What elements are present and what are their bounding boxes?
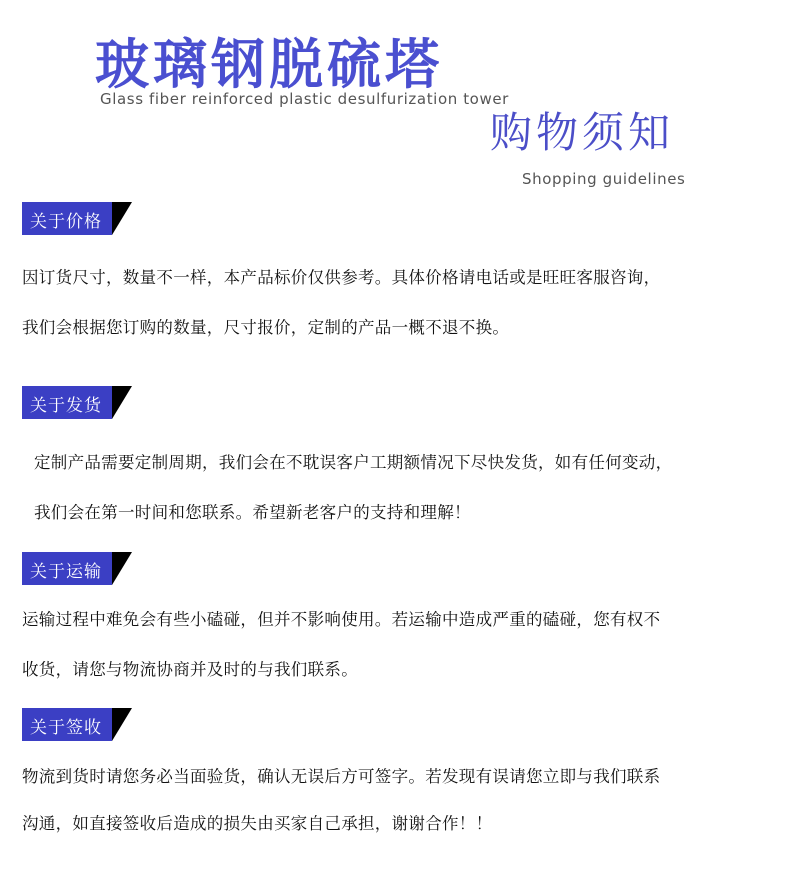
section-label-shipping	[22, 386, 132, 419]
section-label-price	[22, 202, 132, 235]
page-title-en: Glass fiber reinforced plastic desulfurization tower	[100, 90, 509, 108]
guidelines-title-cn: 购物须知	[490, 108, 675, 157]
section-label-text: 关于运输	[30, 562, 102, 582]
section-line: 物流到货时请您务必当面验货，确认无误后方可签字。若发现有误请您立即与我们联系	[22, 767, 661, 786]
section-label-transport	[22, 552, 132, 585]
section-price	[0, 202, 800, 342]
guidelines-title-en: Shopping guidelines	[522, 170, 686, 188]
section-label-text: 关于签收	[30, 718, 102, 738]
section-line: 我们会在第一时间和您联系。希望新老客户的支持和理解！	[34, 503, 471, 522]
section-line: 我们会根据您订购的数量，尺寸报价，定制的产品一概不退不换。	[22, 318, 510, 337]
section-shipping	[0, 386, 800, 526]
section-transport	[0, 552, 800, 692]
section-label-signing	[22, 708, 132, 741]
section-line: 沟通，如直接签收后造成的损失由买家自己承担，谢谢合作！！	[22, 814, 493, 833]
section-label-text: 关于价格	[30, 212, 102, 232]
section-signing	[0, 708, 800, 848]
section-line: 因订货尺寸，数量不一样，本产品标价仅供参考。具体价格请电话或是旺旺客服咨询，	[22, 268, 661, 287]
section-line: 定制产品需要定制周期，我们会在不耽误客户工期额情况下尽快发货，如有任何变动，	[34, 453, 673, 472]
page-title-cn: 玻璃钢脱硫塔	[95, 33, 443, 96]
section-line: 运输过程中难免会有些小磕碰，但并不影响使用。若运输中造成严重的磕碰，您有权不	[22, 610, 661, 629]
section-label-text: 关于发货	[30, 396, 102, 416]
section-line: 收货，请您与物流协商并及时的与我们联系。	[22, 660, 358, 679]
